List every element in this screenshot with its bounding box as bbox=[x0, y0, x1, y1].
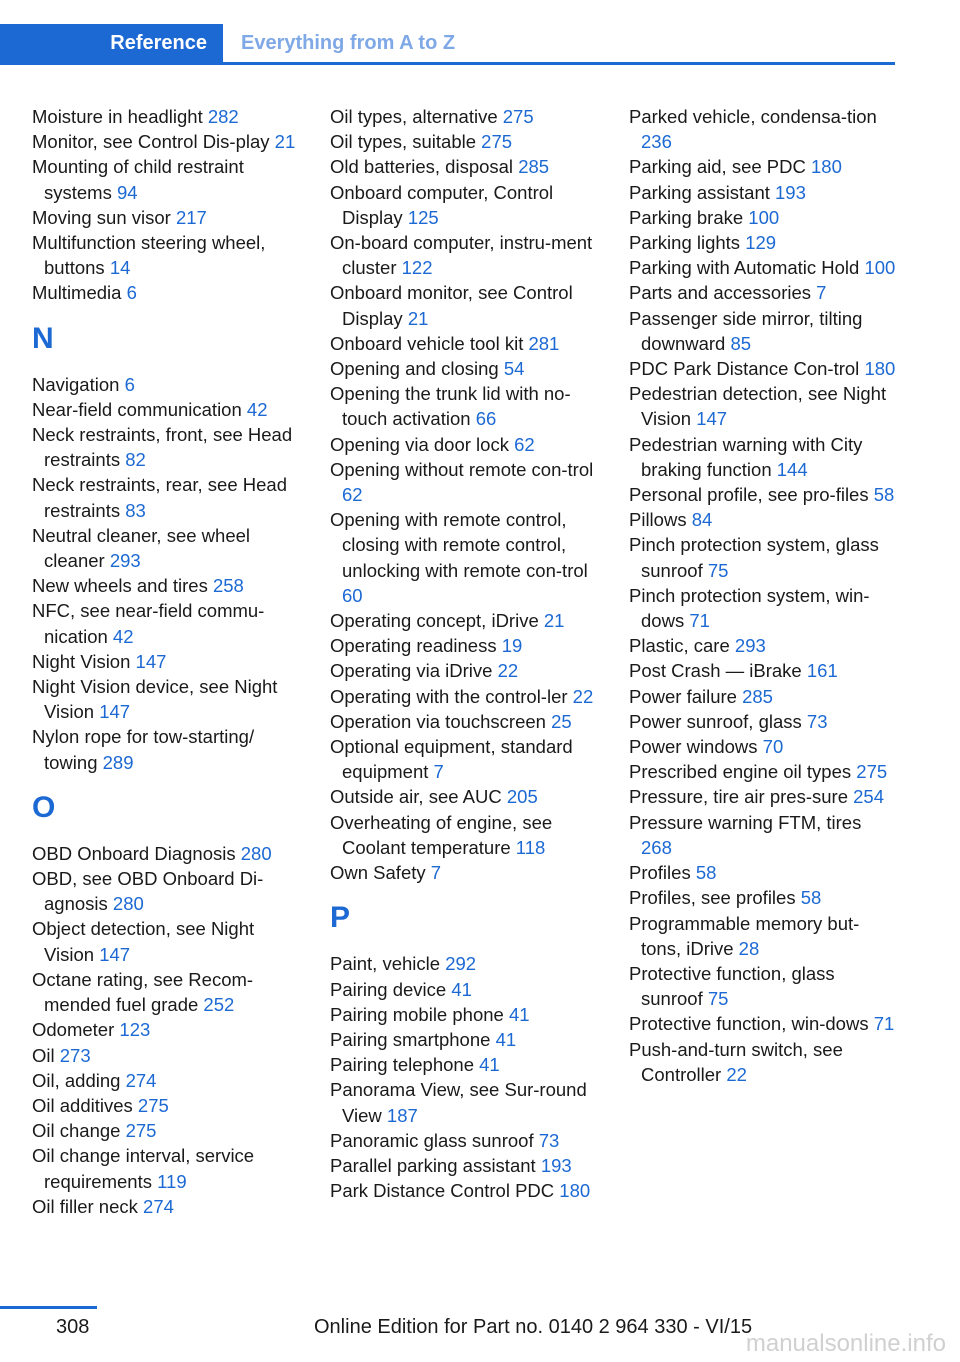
index-page-link[interactable]: 62 bbox=[342, 484, 363, 506]
index-entry-text: Night Vision device, see Night Vision bbox=[32, 676, 278, 723]
index-page-link[interactable]: 7 bbox=[816, 282, 827, 304]
index-page-link[interactable]: 22 bbox=[497, 660, 519, 682]
index-page-link[interactable]: 236 bbox=[641, 131, 672, 153]
index-entry-text: Operation via touchscreen bbox=[330, 710, 546, 732]
index-entry-text: Multifunction steering wheel, buttons bbox=[32, 232, 266, 279]
index-page-link[interactable]: 274 bbox=[125, 1069, 157, 1091]
index-entry bbox=[629, 583, 897, 633]
index-page-link[interactable]: 58 bbox=[873, 484, 895, 506]
index-entry bbox=[330, 1128, 605, 1153]
index-entry bbox=[629, 482, 897, 507]
index-page-link[interactable]: 122 bbox=[401, 257, 433, 279]
index-entry-text: Power windows bbox=[629, 736, 758, 758]
index-entry bbox=[32, 724, 307, 774]
index-entry bbox=[330, 356, 605, 381]
index-entry-text: Plastic, care bbox=[629, 635, 730, 657]
index-entry bbox=[629, 658, 897, 683]
index-page-link[interactable]: 285 bbox=[518, 156, 550, 178]
index-page-link[interactable]: 54 bbox=[503, 358, 525, 380]
index-entry bbox=[32, 1068, 307, 1093]
index-page-link[interactable]: 193 bbox=[775, 181, 806, 203]
index-entry-text: Operating concept, iDrive bbox=[330, 610, 539, 632]
index-entry bbox=[330, 684, 605, 709]
index-entry-text: Night Vision bbox=[32, 650, 131, 672]
index-page-link[interactable]: 41 bbox=[479, 1054, 500, 1076]
index-entry bbox=[629, 885, 897, 910]
index-entry-text: Overheating of engine, see Coolant temperature bbox=[330, 811, 553, 858]
index-page-link[interactable]: 280 bbox=[112, 893, 144, 915]
index-page-link[interactable]: 58 bbox=[800, 887, 822, 909]
index-page-link[interactable]: 85 bbox=[730, 332, 752, 354]
index-entry-text: New wheels and tires bbox=[32, 575, 208, 597]
index-entry bbox=[629, 180, 897, 205]
index-entry bbox=[330, 154, 605, 179]
index-entry bbox=[32, 1043, 307, 1068]
page-header bbox=[0, 24, 895, 65]
index-entry-text: Onboard computer, Control Display bbox=[330, 181, 554, 228]
index-entry bbox=[32, 104, 307, 129]
index-entry-text: Neutral cleaner, see wheel cleaner bbox=[32, 524, 251, 572]
index-entry bbox=[330, 507, 605, 608]
index-entry bbox=[330, 381, 605, 431]
index-entry bbox=[330, 709, 605, 734]
index-entry bbox=[330, 1077, 605, 1127]
index-page-link[interactable]: 254 bbox=[853, 786, 884, 808]
index-entry bbox=[32, 866, 307, 916]
index-entry bbox=[629, 255, 897, 280]
index-page-link[interactable]: 147 bbox=[99, 943, 131, 965]
index-entry-text: Opening the trunk lid with no-touch activation bbox=[330, 383, 571, 430]
index-entry-text: Outside air, see AUC bbox=[330, 786, 502, 808]
index-entry-text: Parking assistant bbox=[629, 181, 770, 203]
index-entry-text: Opening and closing bbox=[330, 358, 499, 380]
index-entry-text: Oil filler neck bbox=[32, 1195, 138, 1217]
index-entry-text: PDC Park Distance Con-trol bbox=[629, 358, 860, 380]
index-entry-text: OBD Onboard Diagnosis bbox=[32, 842, 236, 864]
index-page-link[interactable]: 147 bbox=[135, 650, 167, 672]
index-page-link[interactable]: 180 bbox=[864, 358, 896, 380]
index-entry-text: Odometer bbox=[32, 1019, 115, 1041]
index-entry-text: Pedestrian detection, see Night Vision bbox=[629, 383, 887, 430]
index-entry-text: Protective function, win-dows bbox=[629, 1013, 869, 1035]
index-entry bbox=[629, 507, 897, 532]
index-page-link[interactable]: 21 bbox=[407, 307, 429, 329]
index-page-link[interactable]: 258 bbox=[212, 575, 244, 597]
index-entry bbox=[629, 961, 897, 1011]
tab-reference[interactable]: Reference bbox=[0, 24, 223, 62]
index-page-link[interactable]: 217 bbox=[175, 206, 207, 228]
index-entry-text: Paint, vehicle bbox=[330, 953, 441, 975]
index-entry-text: Profiles bbox=[629, 862, 691, 884]
index-page-link[interactable]: 144 bbox=[776, 458, 808, 480]
index-entry bbox=[32, 649, 307, 674]
index-page-link[interactable]: 73 bbox=[538, 1129, 560, 1151]
index-entry-text: Oil additives bbox=[32, 1094, 133, 1116]
index-page-link[interactable]: 84 bbox=[691, 509, 713, 531]
index-entry-text: Park Distance Control PDC bbox=[330, 1180, 555, 1202]
index-entry-text: Multimedia bbox=[32, 282, 122, 304]
index-entry bbox=[32, 523, 307, 573]
index-page-link[interactable]: 285 bbox=[742, 685, 773, 707]
index-page-link[interactable]: 75 bbox=[707, 559, 729, 581]
index-entry bbox=[32, 280, 307, 305]
index-entry-text: Moving sun visor bbox=[32, 206, 171, 228]
index-entry-text: Parking aid, see PDC bbox=[629, 156, 806, 178]
index-column-3 bbox=[629, 104, 897, 1087]
index-page-link[interactable]: 25 bbox=[551, 710, 572, 732]
index-entry bbox=[629, 684, 897, 709]
index-entry bbox=[32, 205, 307, 230]
index-entry bbox=[330, 658, 605, 683]
index-entry bbox=[32, 598, 307, 648]
index-page-link[interactable]: 275 bbox=[502, 106, 534, 127]
watermark: manualsonline.info bbox=[745, 1330, 946, 1357]
index-entry-text: Optional equipment, standard equipment bbox=[330, 736, 573, 783]
index-page-link[interactable]: 273 bbox=[59, 1044, 91, 1066]
index-column-2 bbox=[330, 104, 605, 1203]
index-entry bbox=[629, 532, 897, 582]
index-entry-text: Parked vehicle, condensa-tion bbox=[629, 106, 877, 127]
index-page-link[interactable]: 41 bbox=[451, 978, 472, 1000]
index-entry-text: NFC, see near-field commu-nication bbox=[32, 600, 265, 647]
index-entry bbox=[330, 457, 605, 507]
index-page-link[interactable]: 70 bbox=[762, 736, 784, 758]
index-entry-text: Old batteries, disposal bbox=[330, 156, 514, 178]
index-entry bbox=[330, 104, 605, 129]
index-entry bbox=[32, 674, 307, 724]
index-page-link[interactable]: 274 bbox=[143, 1195, 174, 1217]
index-entry bbox=[629, 205, 897, 230]
index-entry bbox=[32, 397, 307, 422]
index-page-link[interactable]: 147 bbox=[99, 701, 131, 723]
index-page-link[interactable]: 42 bbox=[246, 398, 268, 420]
index-entry bbox=[629, 911, 897, 961]
index-page-link[interactable]: 100 bbox=[748, 206, 780, 228]
index-page-link[interactable]: 14 bbox=[109, 257, 131, 279]
index-page-link[interactable]: 7 bbox=[433, 761, 444, 783]
index-entry bbox=[330, 977, 605, 1002]
index-entry-text: Onboard monitor, see Control Display bbox=[330, 282, 573, 329]
index-page-link[interactable]: 41 bbox=[495, 1028, 517, 1050]
index-page-link[interactable]: 147 bbox=[696, 408, 728, 430]
index-entry-text: Oil types, alternative bbox=[330, 106, 498, 127]
index-entry bbox=[330, 951, 605, 976]
index-entry-text: Opening with remote control, closing with remote control, unlocking with remote con-trol bbox=[330, 509, 588, 581]
index-entry-text: Onboard vehicle tool kit bbox=[330, 332, 524, 354]
index-entry-text: Monitor, see Control Dis-play bbox=[32, 131, 270, 153]
index-entry bbox=[32, 154, 307, 204]
index-page-link[interactable]: 28 bbox=[738, 937, 760, 959]
index-entry bbox=[330, 230, 605, 280]
index-entry-text: Programmable memory but-tons, iDrive bbox=[629, 912, 860, 959]
index-page-link[interactable]: 129 bbox=[745, 232, 777, 254]
edition-note: Online Edition for Part no. 0140 2 964 330 - VI/15 bbox=[314, 1316, 753, 1338]
index-entry-text: Opening without remote con-trol bbox=[330, 458, 594, 480]
index-entry bbox=[629, 633, 897, 658]
index-page-link[interactable]: 75 bbox=[707, 988, 729, 1010]
index-entry bbox=[629, 709, 897, 734]
index-entry bbox=[629, 1037, 897, 1087]
index-entry bbox=[330, 734, 605, 784]
index-entry-text: Mounting of child restraint systems bbox=[32, 156, 244, 203]
index-page-link[interactable]: 293 bbox=[109, 550, 141, 572]
index-entry-text: Oil types, suitable bbox=[330, 131, 477, 153]
index-page-link[interactable]: 6 bbox=[126, 282, 137, 304]
index-entry bbox=[629, 860, 897, 885]
index-page-link[interactable]: 180 bbox=[559, 1180, 591, 1202]
index-entry bbox=[629, 306, 897, 356]
index-entry-text: Post Crash — iBrake bbox=[629, 660, 802, 682]
index-entry-text: Parking brake bbox=[629, 206, 744, 228]
index-entry bbox=[629, 432, 897, 482]
index-column-1 bbox=[32, 104, 307, 1219]
index-entry-text: Operating via iDrive bbox=[330, 660, 493, 682]
index-page-link[interactable]: 71 bbox=[689, 610, 710, 632]
index-entry bbox=[629, 280, 897, 305]
index-entry bbox=[32, 841, 307, 866]
index-entry bbox=[629, 154, 897, 179]
index-entry-text: Pinch protection system, win-dows bbox=[629, 584, 870, 632]
index-entry-text: Panoramic glass sunroof bbox=[330, 1129, 534, 1151]
index-page-link[interactable]: 292 bbox=[445, 953, 477, 975]
index-entry-text: Power sunroof, glass bbox=[629, 710, 802, 732]
index-page-link[interactable]: 161 bbox=[806, 660, 838, 682]
index-entry bbox=[629, 759, 897, 784]
index-page-link[interactable]: 100 bbox=[864, 257, 896, 279]
index-page-link[interactable]: 193 bbox=[540, 1154, 572, 1176]
index-page-link[interactable]: 275 bbox=[137, 1094, 169, 1116]
index-page-link[interactable]: 123 bbox=[119, 1019, 151, 1041]
index-entry-text: Parts and accessories bbox=[629, 282, 812, 304]
index-entry bbox=[330, 129, 605, 154]
index-entry bbox=[32, 1194, 307, 1219]
index-entry bbox=[629, 230, 897, 255]
index-entry bbox=[629, 784, 897, 809]
index-page-link[interactable]: 60 bbox=[342, 584, 363, 606]
index-entry-text: Pressure warning FTM, tires bbox=[629, 811, 862, 833]
index-page-link[interactable]: 280 bbox=[240, 842, 272, 864]
index-entry-text: Personal profile, see pro-files bbox=[629, 484, 869, 506]
index-entry bbox=[32, 967, 307, 1017]
index-page-link[interactable]: 22 bbox=[572, 685, 594, 707]
index-page-link[interactable]: 118 bbox=[515, 836, 546, 858]
index-entry-text: OBD, see OBD Onboard Di-agnosis bbox=[32, 868, 264, 915]
index-entry-text: Power failure bbox=[629, 685, 737, 707]
index-entry-text: Oil change bbox=[32, 1120, 121, 1142]
index-page-link[interactable]: 275 bbox=[856, 761, 888, 783]
index-entry bbox=[32, 916, 307, 966]
index-entry bbox=[32, 230, 307, 280]
index-entry bbox=[330, 1052, 605, 1077]
index-page-link[interactable]: 252 bbox=[203, 994, 235, 1016]
index-page-link[interactable]: 21 bbox=[543, 610, 565, 632]
index-entry bbox=[330, 860, 605, 885]
index-entry bbox=[629, 734, 897, 759]
index-entry bbox=[330, 331, 605, 356]
index-entry-text: Oil bbox=[32, 1044, 55, 1066]
index-entry bbox=[330, 280, 605, 330]
index-page-link[interactable]: 125 bbox=[407, 206, 439, 228]
index-entry bbox=[330, 608, 605, 633]
index-page-link[interactable]: 94 bbox=[116, 181, 138, 203]
index-entry-text: Operating readiness bbox=[330, 635, 497, 657]
index-entry bbox=[330, 180, 605, 230]
index-entry bbox=[629, 1011, 897, 1036]
index-page-link[interactable]: 58 bbox=[695, 862, 717, 884]
index-entry-text: Neck restraints, front, see Head restraints bbox=[32, 424, 293, 471]
index-entry bbox=[330, 1002, 605, 1027]
index-page-link[interactable]: 41 bbox=[508, 1003, 530, 1025]
index-entry-text: Opening via door lock bbox=[330, 433, 509, 455]
index-entry-text: Nylon rope for tow-starting/ towing bbox=[32, 726, 255, 773]
index-page-link[interactable]: 293 bbox=[734, 635, 766, 657]
index-entry bbox=[32, 372, 307, 397]
index-entry-text: Operating with the control-ler bbox=[330, 685, 568, 707]
index-entry-text: Own Safety bbox=[330, 862, 426, 884]
index-page-link[interactable]: 73 bbox=[806, 710, 828, 732]
index-entry bbox=[330, 1027, 605, 1052]
index-entry-text: Oil change interval, service requirements bbox=[32, 1145, 255, 1192]
index-page-link[interactable]: 82 bbox=[125, 449, 146, 471]
index-page-link[interactable]: 21 bbox=[274, 131, 296, 153]
index-entry bbox=[330, 432, 605, 457]
index-entry bbox=[629, 356, 897, 381]
index-entry bbox=[32, 1017, 307, 1042]
index-page-link[interactable]: 7 bbox=[430, 862, 442, 884]
index-entry bbox=[330, 784, 605, 809]
index-entry-text: Near-field communication bbox=[32, 398, 242, 420]
index-page-link[interactable]: 71 bbox=[873, 1013, 895, 1035]
index-entry-text: Protective function, glass sunroof bbox=[629, 962, 835, 1010]
footer-rule bbox=[0, 1306, 97, 1309]
index-entry-text: Pinch protection system, glass sunroof bbox=[629, 534, 879, 581]
index-entry-text: Oil, adding bbox=[32, 1069, 121, 1091]
page-number: 308 bbox=[56, 1316, 90, 1338]
index-entry-text: Navigation bbox=[32, 373, 120, 395]
index-page-link[interactable]: 275 bbox=[481, 131, 513, 153]
index-entry bbox=[330, 633, 605, 658]
index-letter-heading: O bbox=[32, 790, 56, 824]
index-entry-text: On-board computer, instru-ment cluster bbox=[330, 232, 593, 279]
index-page-link[interactable]: 19 bbox=[501, 635, 523, 657]
index-page-link[interactable]: 66 bbox=[475, 408, 497, 430]
index-entry-text: Neck restraints, rear, see Head restraints bbox=[32, 474, 287, 521]
index-entry-text: Moisture in headlight bbox=[32, 106, 203, 127]
index-page-link[interactable]: 289 bbox=[102, 751, 134, 773]
index-entry bbox=[32, 1118, 307, 1143]
index-entry-text: Parking with Automatic Hold bbox=[629, 257, 860, 279]
index-entry-text: Parking lights bbox=[629, 232, 741, 254]
index-page-link[interactable]: 83 bbox=[125, 499, 146, 521]
index-page-link[interactable]: 205 bbox=[506, 786, 538, 808]
tab-section-title[interactable]: Everything from A to Z bbox=[241, 31, 456, 54]
index-entry bbox=[629, 810, 897, 860]
index-entry bbox=[330, 1153, 605, 1178]
index-entry-text: Pillows bbox=[629, 509, 687, 531]
index-entry bbox=[32, 129, 307, 154]
index-entry-text: Pedestrian warning with City braking function bbox=[629, 433, 863, 480]
index-page-link[interactable]: 22 bbox=[726, 1063, 747, 1085]
index-entry-text: Push-and-turn switch, see Controller bbox=[629, 1038, 843, 1085]
index-entry-text: Parallel parking assistant bbox=[330, 1154, 536, 1176]
index-entry bbox=[32, 1093, 307, 1118]
index-entry-text: Panorama View, see Sur-round View bbox=[330, 1079, 587, 1126]
index-entry bbox=[330, 1178, 605, 1203]
index-entry bbox=[629, 381, 897, 431]
index-page-link[interactable]: 119 bbox=[157, 1170, 187, 1192]
index-entry-text: Pairing telephone bbox=[330, 1054, 474, 1076]
index-entry bbox=[330, 810, 605, 860]
index-page-link[interactable]: 187 bbox=[386, 1104, 418, 1126]
index-page-link[interactable]: 275 bbox=[125, 1120, 157, 1142]
index-entry-text: Prescribed engine oil types bbox=[629, 761, 852, 783]
index-entry-text: Pressure, tire air pres-sure bbox=[629, 786, 848, 808]
index-entry-text: Pairing smartphone bbox=[330, 1028, 491, 1050]
index-entry-text: Profiles, see profiles bbox=[629, 887, 796, 909]
index-entry bbox=[629, 104, 897, 154]
index-letter-heading: P bbox=[330, 901, 351, 935]
index-entry bbox=[32, 573, 307, 598]
index-page-link[interactable]: 281 bbox=[528, 332, 560, 354]
index-entry-text: Object detection, see Night Vision bbox=[32, 918, 255, 965]
index-entry bbox=[32, 422, 307, 472]
index-entry-text: Octane rating, see Recom-mended fuel grade bbox=[32, 968, 254, 1016]
index-page-link[interactable]: 42 bbox=[112, 625, 134, 647]
index-entry bbox=[32, 472, 307, 522]
index-letter-heading: N bbox=[32, 321, 54, 355]
index-page-link[interactable]: 6 bbox=[124, 373, 135, 395]
index-entry-text: Passenger side mirror, tilting downward bbox=[629, 307, 863, 354]
index-entry-text: Pairing device bbox=[330, 978, 447, 1000]
index-page-link[interactable]: 268 bbox=[641, 836, 672, 858]
index-page-link[interactable]: 62 bbox=[514, 433, 535, 455]
index-page-link[interactable]: 180 bbox=[811, 156, 842, 178]
index-entry bbox=[32, 1143, 307, 1193]
index-page-link[interactable]: 282 bbox=[207, 106, 239, 127]
index-entry-text: Pairing mobile phone bbox=[330, 1003, 504, 1025]
